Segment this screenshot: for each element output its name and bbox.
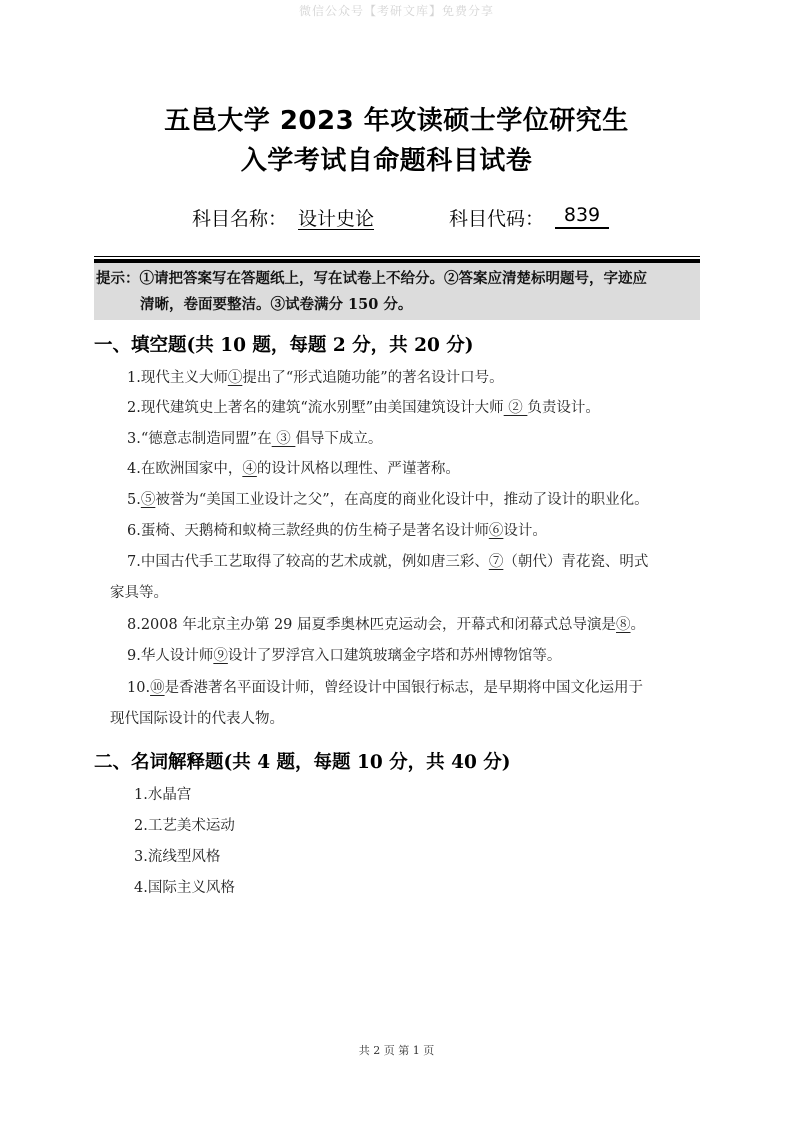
subject-code: 839	[555, 204, 609, 229]
question-6	[127, 519, 547, 540]
answer-blank: ⑤	[140, 492, 156, 508]
term-3: 3.流线型风格	[134, 849, 221, 865]
question-text: 3.“德意志制造同盟”在	[127, 431, 272, 447]
answer-blank: ④	[242, 461, 257, 477]
section-title-term-explanation: 二、名词解释题(共 4 题，每题 10 分，共 40 分)	[94, 752, 511, 773]
question-1	[127, 366, 504, 387]
question-text: 4.在欧洲国家中，	[127, 461, 243, 477]
subject-name: 设计史论	[298, 208, 375, 230]
answer-blank: ⑦	[488, 554, 504, 570]
question-text: 6.蛋椅、天鹅椅和蚁椅三款经典的仿生椅子是著名设计师	[127, 523, 489, 539]
answer-blank: ③	[271, 431, 296, 447]
answer-blank: ②	[503, 400, 528, 416]
answer-blank: ①	[227, 370, 243, 386]
question-text: 倡导下成立。	[295, 431, 383, 447]
question-8	[127, 613, 645, 634]
question-text: 提出了“形式追随功能”的著名设计口号。	[242, 370, 504, 386]
exam-title-line2: 入学考试自命题科目试卷	[240, 146, 533, 176]
question-text: 5.	[127, 492, 141, 508]
subject-name-label: 科目名称：	[192, 208, 288, 230]
question-text: 7.中国古代手工艺取得了较高的艺术成就，例如唐三彩、	[127, 554, 489, 570]
term-2: 2.工艺美术运动	[134, 818, 235, 834]
question-9	[127, 644, 561, 665]
watermark: 微信公众号【考研文库】免费分享	[298, 4, 494, 18]
question-4	[127, 457, 460, 478]
answer-blank: ⑩	[150, 680, 165, 696]
question-text: （朝代）青花瓷、明式	[503, 554, 649, 570]
notice-box	[94, 256, 700, 320]
answer-blank: ⑧	[616, 617, 631, 633]
question-text: 的设计风格以理性、严谨著称。	[256, 461, 460, 477]
question-text: 设计。	[503, 523, 547, 539]
question-text: 9.华人设计师	[127, 648, 214, 664]
notice-line2: 清晰，卷面要整洁。③试卷满分 150 分。	[140, 296, 413, 313]
question-text: 1.现代主义大师	[127, 370, 228, 386]
question-2	[127, 396, 600, 417]
page-footer: 共 2 页 第 1 页	[358, 1044, 435, 1057]
exam-title-line1: 五邑大学 2023 年攻读硕士学位研究生	[164, 106, 629, 136]
question-10	[127, 676, 643, 697]
term-1: 1.水晶宫	[134, 787, 192, 803]
question-text: 。	[630, 617, 646, 633]
section-title-fill-blank: 一、填空题(共 10 题，每题 2 分，共 20 分)	[94, 335, 474, 356]
question-text: 是香港著名平面设计师，曾经设计中国银行标志，是早期将中国文化运用于	[164, 680, 644, 696]
question-3	[127, 427, 382, 448]
question-text: 10.	[127, 680, 151, 696]
term-4: 4.国际主义风格	[134, 880, 235, 896]
question-7-continued: 家具等。	[110, 585, 168, 601]
question-text: 8.2008 年北京主办第 29 届夏季奥林匹克运动会，开幕式和闭幕式总导演是	[127, 617, 617, 633]
notice-line1: 提示：①请把答案写在答题纸上，写在试卷上不给分。②答案应清楚标明题号，字迹应	[96, 270, 647, 287]
answer-blank: ⑥	[488, 523, 504, 539]
answer-blank: ⑨	[213, 648, 228, 664]
subject-code-label: 科目代码：	[449, 208, 545, 230]
question-7	[127, 550, 648, 571]
divider	[94, 256, 700, 257]
question-text: 2.现代建筑史上著名的建筑“流水别墅”由美国建筑设计大师	[127, 400, 504, 416]
question-10-continued: 现代国际设计的代表人物。	[110, 711, 284, 727]
question-text: 负责设计。	[527, 400, 600, 416]
question-5	[127, 488, 649, 509]
question-text: 被誉为“美国工业设计之父”，在高度的商业化设计中，推动了设计的职业化。	[155, 492, 649, 508]
question-text: 设计了罗浮宫入口建筑玻璃金字塔和苏州博物馆等。	[227, 648, 562, 664]
